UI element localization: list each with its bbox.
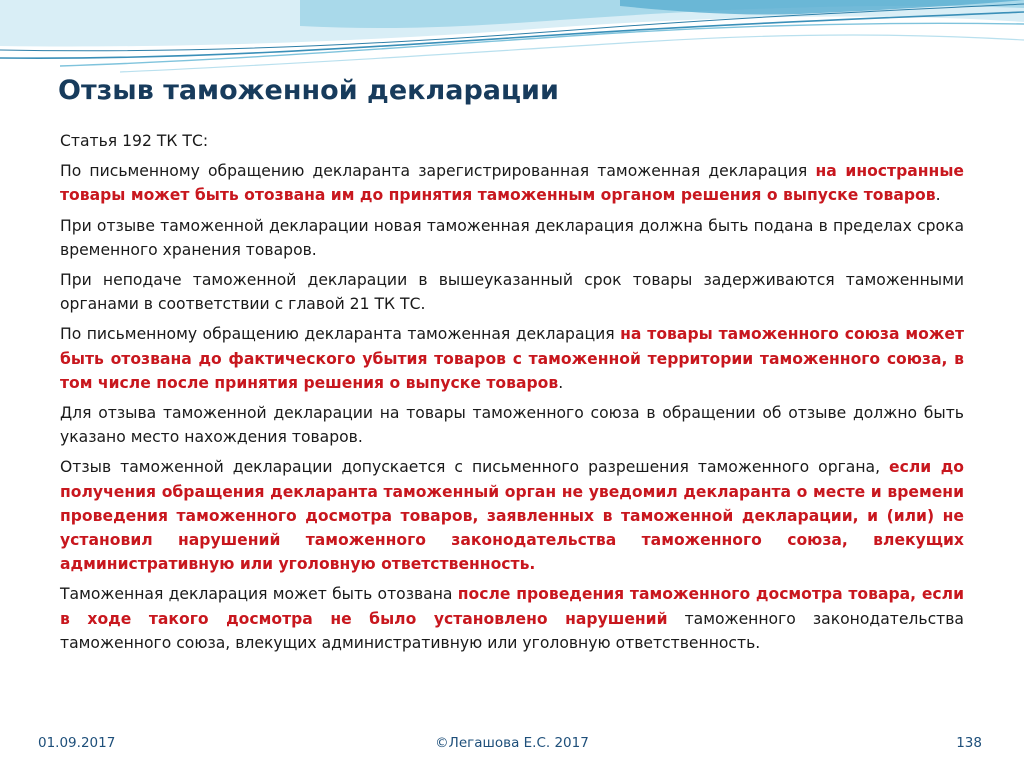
text-run: Для отзыва таможенной декларации на товары таможенного союза в обращении об отзыве должно быть указано место нахождения товаров. [60, 404, 964, 447]
paragraph-1 [60, 159, 964, 207]
text-run: таможенного законодательства таможенного союза, влекущих административную или уголовную ответственность. [60, 609, 964, 652]
paragraph-3 [60, 268, 964, 316]
paragraph-5 [60, 401, 964, 449]
text-run: По письменному обращению декларанта зарегистрированная таможенная декларация [60, 162, 816, 181]
highlighted-text: на товары таможенного союза может быть отозвана до фактического убытия товаров с таможенной территории таможенного союза, в том числе после принятия решения о выпуске товаров [60, 325, 964, 392]
text-run: При неподаче таможенной декларации в вышеуказанный срок товары задерживаются таможенными органами в соответствии с главой 21 ТК ТС. [60, 271, 964, 314]
footer-author: ©Легашова Е.С. 2017 [435, 735, 589, 751]
text-run: По письменному обращению декларанта таможенная декларация [60, 325, 621, 344]
text-run: Таможенная декларация может быть отозвана [60, 585, 458, 604]
slide-footer [0, 735, 1024, 757]
text-run: . [558, 373, 564, 392]
paragraph-7 [60, 582, 964, 655]
text-run: . [935, 186, 941, 205]
highlighted-text: после проведения таможенного досмотра товара, если в ходе такого досмотра не было установлено нарушений [60, 585, 964, 628]
page-number: 138 [956, 735, 982, 751]
paragraph-6 [60, 455, 964, 576]
paragraph-2 [60, 214, 964, 262]
text-run: При отзыве таможенной декларации новая таможенная декларация должна быть подана в пределах срока временного хранения товаров. [60, 216, 964, 259]
text-run: Отзыв таможенной декларации допускается с письменного разрешения таможенного органа, [60, 458, 890, 477]
footer-date: 01.09.2017 [38, 735, 116, 751]
text-run: Статья 192 ТК ТС: [60, 132, 209, 150]
article-heading [60, 129, 964, 153]
slide-body [60, 129, 964, 661]
slide-title: Отзыв таможенной декларации [58, 75, 559, 106]
paragraph-4 [60, 322, 964, 395]
highlighted-text: если до получения обращения декларанта таможенный орган не уведомил декларанта о месте и времени проведения таможенного досмотра товаров, заявленных в таможенной декларации, и (или) не установил нарушений таможенного законодательства таможенного союза, влекущих административную или уголовную ответственность. [60, 458, 964, 574]
highlighted-text: на иностранные товары может быть отозвана им до принятия таможенным органом решения о выпуске товаров [60, 162, 964, 205]
